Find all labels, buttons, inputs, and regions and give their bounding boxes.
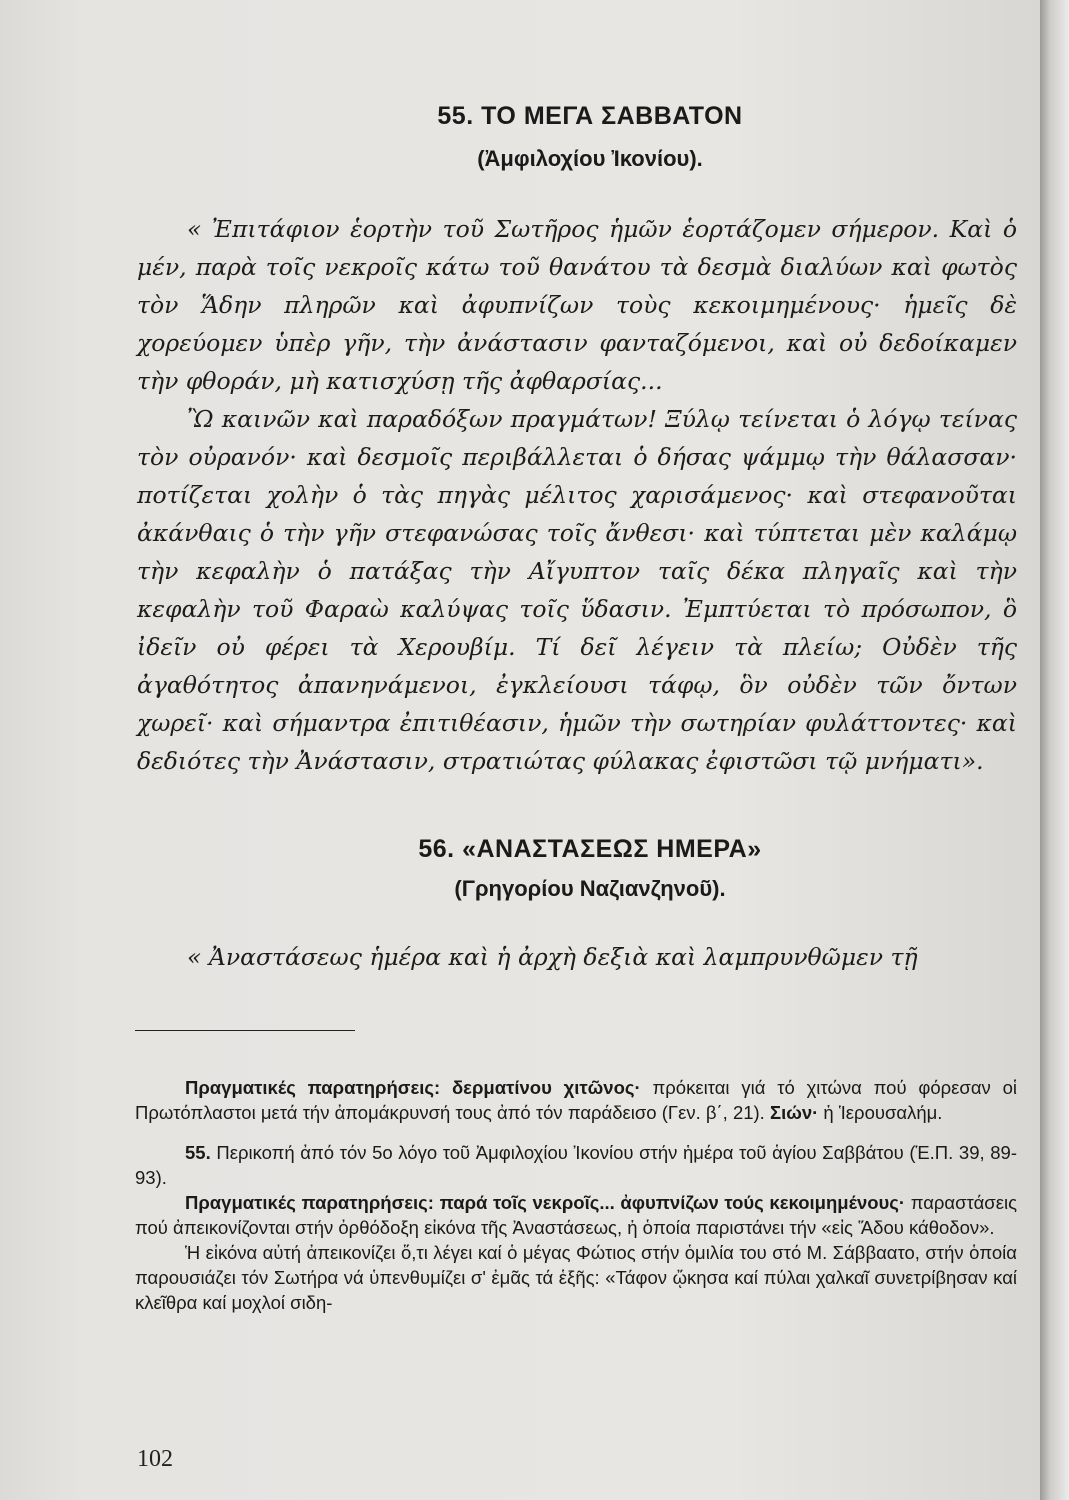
footnote-55-text: Περικοπή ἀπό τόν 5ο λόγο τοῦ Ἀμφιλοχίου Ἰκονίου στήν ἡμέρα τοῦ ἁγίου Σαββάτου (Ἑ.Π. 39, 89-93). — [135, 1142, 1017, 1188]
footnote-55 — [135, 1140, 1017, 1190]
footnote-1-label: Πραγματικές παρατηρήσεις: δερματίνου χιτῶνος· — [185, 1077, 641, 1098]
section-56-heading: 56. «ΑΝΑΣΤΑΣΕΩΣ ΗΜΕΡΑ» — [418, 835, 762, 863]
footnote-55-remarks — [135, 1190, 1017, 1240]
footnote-divider — [135, 1030, 355, 1031]
section-55-subheading: (Ἀμφιλοχίου Ἰκονίου). — [477, 146, 703, 171]
footnote-55-icon-note: Ἡ εἰκόνα αὐτή ἀπεικονίζει ὅ,τι λέγει καί ὁ μέγας Φώτιος στήν ὁμιλία του στό Μ. Σάββαατο, στήν ὁποία παρουσιάζει τόν Σωτήρα νά ὑπενθυμίζει σ' ἐμᾶς τά ἑξῆς: «Τάφον ᾤκησα καί πύλαι χαλκαῖ συνετρίβησαν καί κλεῖθρα καί μοχλοί σιδη- — [135, 1242, 1017, 1313]
footnote-1 — [135, 1075, 1017, 1125]
section-56-paragraph: « Ἀναστάσεως ἡμέρα καὶ ἡ ἀρχὴ δεξιὰ καὶ λαμπρυνθῶμεν τῇ — [187, 943, 918, 971]
footnote-1-term: Σιών· — [769, 1102, 819, 1123]
section-55-paragraph-2: Ὢ καινῶν καὶ παραδόξων πραγμάτων! Ξύλῳ τείνεται ὁ λόγῳ τείνας τὸν οὐρανόν· καὶ δεσμοῖς περιβάλλεται ὁ δήσας ψάμμῳ τὴν θάλασσαν· ποτίζεται χολὴν ὁ τὰς πηγὰς μέλιτος χαρισάμενος· καὶ στεφανοῦται ἀκάνθαις ὁ τὴν γῆν στεφανώσας τοῖς ἄνθεσι· καὶ τύπτεται μὲν καλάμῳ τὴν κεφαλὴν ὁ πατάξας τὴν Αἴγυπτον ταῖς δέκα πληγαῖς καὶ τὴν κεφαλὴν τοῦ Φαραὼ καλύψας τοῖς ὕδασιν. Ἐμπτύεται τὸ πρόσωπον, ὃ ἰδεῖν οὐ φέρει τὰ Χερουβίμ. Τί δεῖ λέγειν τὰ πλείω; Οὐδὲν τῆς ἀγαθότητος ἀπανηνάμενοι, ἐγκλείουσι τάφῳ, ὃν οὐδὲν τῶν ὄντων χωρεῖ· καὶ σήμαντρα ἐπιτιθέασιν, ἡμῶν τὴν σωτηρίαν φυλάττοντες· καὶ δεδιότες τὴν Ἀνάστασιν, στρατιώτας φύλακας ἐφιστῶσι τῷ μνήματι». — [137, 405, 1017, 775]
footnotes — [135, 1075, 1017, 1315]
footnote-55-number: 55. — [185, 1142, 211, 1163]
section-55-body — [137, 210, 1017, 780]
footnote-55-remarks-label: Πραγματικές παρατηρήσεις: παρά τοῖς νεκροῖς... ἀφυπνίζων τούς κεκοιμημένους· — [185, 1192, 906, 1213]
footnote-1-text: πρόκειται γιά τό χιτώνα πού φόρεσαν οἱ Πρωτόπλαστοι μετά τήν ἀπομάκρυνσή τους ἀπό τόν παράδεισο (Γεν. β΄, 21). — [135, 1077, 1017, 1123]
page-edge — [1040, 0, 1069, 1500]
section-56-body — [137, 938, 1017, 976]
page-number: 102 — [137, 1446, 173, 1472]
footnote-1-text-end: ἡ Ἱερουσαλήμ. — [818, 1102, 943, 1123]
section-56-subheading: (Γρηγορίου Ναζιανζηνοῦ). — [454, 876, 726, 901]
section-55-paragraph-1: « Ἐπιτάφιον ἑορτὴν τοῦ Σωτῆρος ἡμῶν ἑορτάζομεν σήμερον. Καὶ ὁ μέν, παρὰ τοῖς νεκροῖς κάτω τοῦ θανάτου τὰ δεσμὰ διαλύων καὶ φωτὸς τὸν Ἅδην πληρῶν καὶ ἀφυπνίζων τοὺς κεκοιμημένους· ἡμεῖς δὲ χορεύομεν ὑπὲρ γῆν, τὴν ἀνάστασιν φανταζόμενοι, καὶ οὐ δεδοίκαμεν τὴν φθοράν, μὴ κατισχύσῃ τῆς ἀφθαρσίας... — [137, 215, 1017, 395]
section-55-heading: 55. ΤΟ ΜΕΓΑ ΣΑΒΒΑΤΟΝ — [437, 102, 743, 130]
footnote-55-remarks-text: παραστάσεις πού ἀπεικονίζονται στήν ὀρθόδοξη εἰκόνα τῆς Ἀναστάσεως, ἡ ὁποία παριστάνει τήν «εἰς Ἅδου κάθοδον». — [135, 1192, 1017, 1238]
